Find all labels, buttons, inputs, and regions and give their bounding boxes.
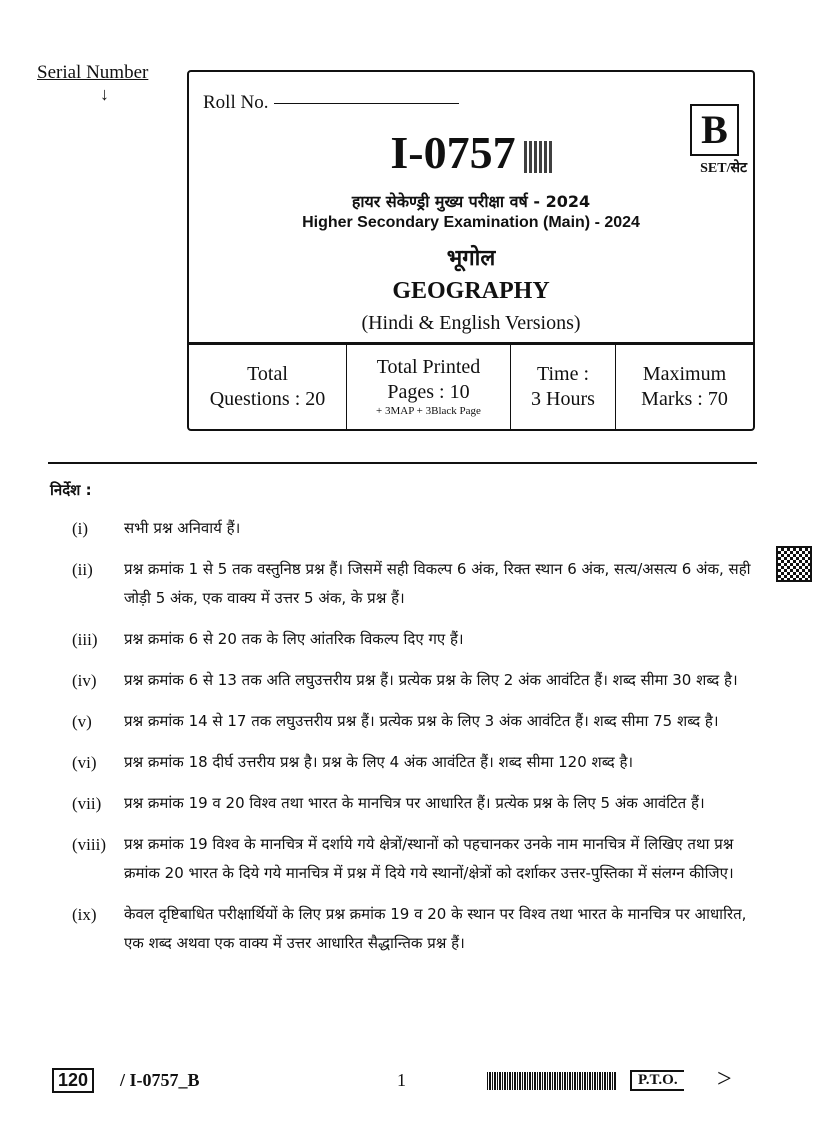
instruction-number: (vii) [72, 794, 102, 813]
instruction-text: केवल दृष्टिबाधित परीक्षार्थियों के लिए प्रश्न क्रमांक 19 व 20 के स्थान पर विश्व तथा भारत के मानचित्र पर आधारित, एक शब्द अथवा एक वाक्य में उत्तर आधारित सैद्धान्तिक प्रश्न हैं। [124, 905, 747, 952]
instruction-item [50, 666, 760, 695]
serial-number-label: Serial Number [37, 62, 149, 83]
instruction-item [50, 625, 760, 654]
instruction-item [50, 707, 760, 736]
header-box [187, 70, 755, 431]
instruction-text: प्रश्न क्रमांक 19 व 20 विश्व तथा भारत के मानचित्र पर आधारित हैं। प्रत्येक प्रश्न के लिए 5 अंक आवंटित हैं। [124, 794, 705, 812]
max-marks-value: Marks : 70 [641, 388, 728, 410]
max-marks-label: Maximum [642, 363, 727, 385]
instructions-title: निर्देश : [50, 481, 92, 499]
exam-title-english: Higher Secondary Examination (Main) - 2024 [302, 214, 640, 231]
qr-code-icon [776, 546, 812, 582]
max-marks-cell [616, 345, 753, 429]
down-arrow-icon: ↓ [100, 84, 109, 104]
instruction-text: प्रश्न क्रमांक 14 से 17 तक लघुउत्तरीय प्रश्न हैं। प्रत्येक प्रश्न के लिए 3 अंक आवंटित हैं। शब्द सीमा 75 शब्द है। [124, 712, 719, 730]
instruction-number: (ii) [72, 560, 93, 579]
instruction-number: (iii) [72, 630, 98, 649]
arrow-right-icon: > [717, 1064, 732, 1093]
instruction-item [50, 830, 760, 888]
total-pages-cell [347, 345, 511, 429]
total-pages-value: Pages : 10 [387, 381, 470, 404]
pto-label: P.T.O. [630, 1070, 684, 1091]
paper-code-text: I-0757 [390, 127, 516, 178]
footer [50, 1064, 760, 1098]
exam-title-hindi: हायर सेकेण्ड्री मुख्य परीक्षा वर्ष - 2024 [351, 192, 591, 211]
total-questions-value: Questions : 20 [209, 388, 326, 410]
instruction-item [50, 789, 760, 818]
instruction-text: प्रश्न क्रमांक 18 दीर्घ उत्तरीय प्रश्न है। प्रश्न के लिए 4 अंक आवंटित हैं। शब्द सीमा 120 शब्द है। [124, 753, 634, 771]
datamatrix-icon [524, 141, 552, 173]
set-letter: B [690, 104, 739, 156]
instruction-number: (viii) [72, 835, 106, 854]
set-label: SET/सेट [700, 161, 747, 176]
instructions [50, 480, 760, 970]
roll-number-label: Roll No. [203, 92, 269, 113]
total-pages-label: Total Printed [376, 356, 481, 379]
subject-english: GEOGRAPHY [392, 278, 550, 304]
footer-box-number: 120 [52, 1068, 94, 1093]
roll-number-line [274, 103, 459, 104]
instruction-number: (vi) [72, 753, 97, 772]
instruction-number: (v) [72, 712, 92, 731]
time-cell [511, 345, 616, 429]
instruction-number: (iv) [72, 671, 97, 690]
footer-paper-code: / I-0757_B [120, 1070, 200, 1090]
instruction-text: प्रश्न क्रमांक 1 से 5 तक वस्तुनिष्ठ प्रश्न हैं। जिसमें सही विकल्प 6 अंक, रिक्त स्थान 6 अंक, सत्य/असत्य 6 अंक, सही जोड़ी 5 अंक, एक वाक्य में उत्तर 5 अंक, के प्रश्न हैं। [124, 560, 751, 607]
instruction-number: (i) [72, 519, 89, 538]
page-number: 1 [397, 1070, 406, 1090]
subject-hindi: भूगोल [446, 245, 496, 270]
divider [48, 462, 757, 464]
paper-code [189, 126, 753, 179]
pages-note: + 3MAP + 3Black Page [376, 405, 481, 418]
time-label: Time : [536, 363, 590, 385]
roll-number [203, 92, 459, 114]
instruction-text: प्रश्न क्रमांक 19 विश्व के मानचित्र में दर्शाये गये क्षेत्रों/स्थानों को पहचानकर उनके नाम मानचित्र में लिखिए तथा प्रश्न क्रमांक 20 भारत के दिये गये मानचित्र में प्रश्न में दिये गये स्थानों/क्षेत्रों को दर्शाकर उत्तर-पुस्तिका में संलग्न कीजिए। [124, 835, 734, 882]
instruction-item [50, 514, 760, 543]
barcode-icon [487, 1072, 617, 1090]
time-value: 3 Hours [531, 388, 595, 410]
instruction-text: सभी प्रश्न अनिवार्य हैं। [124, 519, 241, 537]
instruction-item [50, 748, 760, 777]
instruction-item [50, 900, 760, 958]
instruction-text: प्रश्न क्रमांक 6 से 13 तक अति लघुउत्तरीय प्रश्न हैं। प्रत्येक प्रश्न के लिए 2 अंक आवंटित हैं। शब्द सीमा 30 शब्द है। [124, 671, 738, 689]
info-table [189, 342, 753, 429]
total-questions-cell [189, 345, 347, 429]
total-questions-label: Total [247, 363, 288, 385]
versions-note: (Hindi & English Versions) [361, 312, 581, 334]
instruction-number: (ix) [72, 905, 97, 924]
instruction-text: प्रश्न क्रमांक 6 से 20 तक के लिए आंतरिक विकल्प दिए गए हैं। [124, 630, 464, 648]
instruction-item [50, 555, 760, 613]
